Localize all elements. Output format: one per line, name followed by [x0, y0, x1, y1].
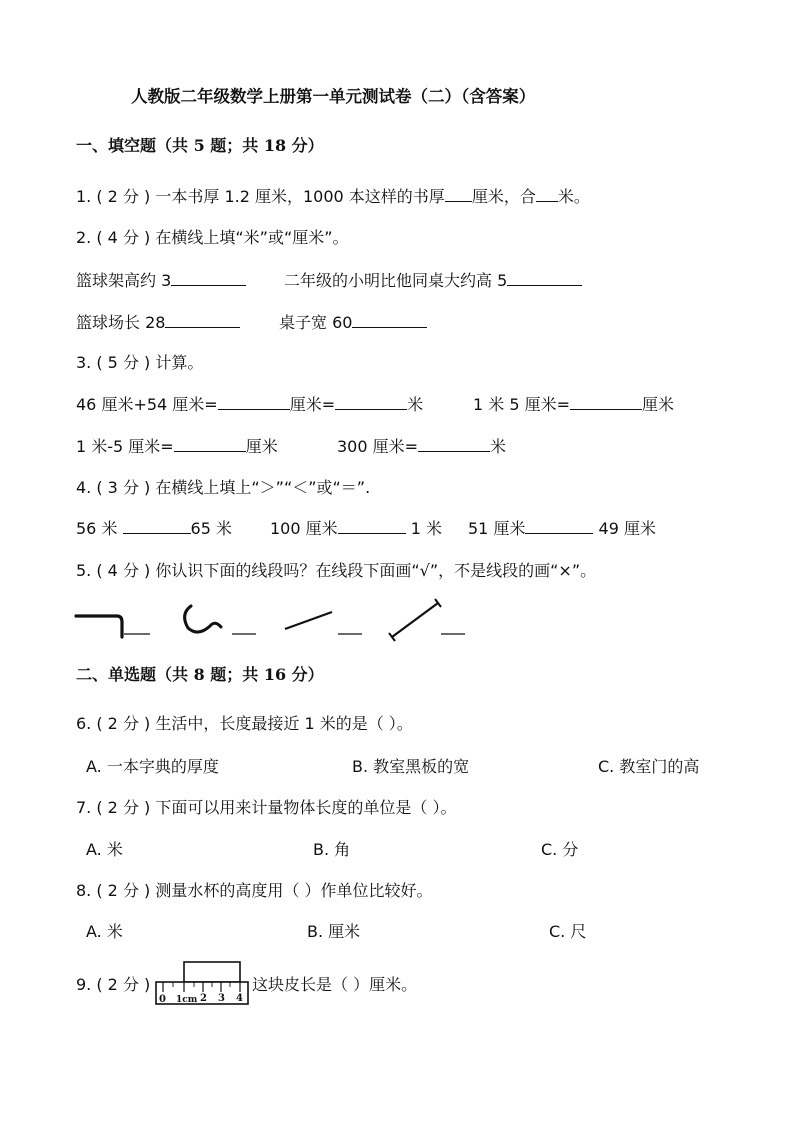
- answer-blank[interactable]: [445, 186, 472, 202]
- question-2-item-2-text: 二年级的小明比他同桌大约高 5: [284, 271, 508, 290]
- question-7-option-a[interactable]: A. 米: [86, 840, 123, 859]
- straight-line-figure: [285, 612, 332, 629]
- ruler-label: 1cm: [176, 995, 198, 1005]
- answer-blank[interactable]: [174, 436, 246, 452]
- question-5-head: 5. ( 4 分 ) 你认识下面的线段吗？在线段下面画“√”，不是线段的画“×”。: [76, 561, 597, 580]
- question-3-head: 3. ( 5 分 ) 计算。: [76, 353, 204, 372]
- question-6-option-a[interactable]: A. 一本字典的厚度: [86, 757, 219, 776]
- line-figures: [70, 596, 480, 646]
- answer-blank[interactable]: [218, 394, 290, 410]
- compare-text: 49 厘米: [598, 519, 656, 538]
- question-2-item-2: [284, 270, 582, 292]
- question-6-option-b[interactable]: B. 教室黑板的宽: [352, 757, 470, 776]
- question-1-text-a: 一本书厚 1.2 厘米，1000 本这样的书厚: [155, 187, 445, 206]
- question-1-head: 1. ( 2 分 ): [76, 187, 156, 206]
- question-7-option-b[interactable]: B. 角: [313, 840, 351, 859]
- answer-blank[interactable]: [352, 312, 427, 328]
- answer-blank[interactable]: [338, 518, 406, 534]
- question-2-item-3-text: 篮球场长 28: [76, 313, 166, 332]
- question-4-compare-1: [76, 518, 232, 540]
- question-3-expr-2: [473, 394, 674, 416]
- ruler-label: 2: [200, 993, 207, 1004]
- answer-blank[interactable]: [165, 312, 240, 328]
- answer-blank[interactable]: [570, 394, 642, 410]
- question-2-item-1-text: 篮球架高约 3: [76, 271, 172, 290]
- answer-blank[interactable]: [123, 518, 191, 534]
- ruler-label: 3: [218, 993, 225, 1004]
- question-7-head: 7. ( 2 分 ) 下面可以用来计量物体长度的单位是（ ）。: [76, 798, 457, 817]
- compare-text: 51 厘米: [468, 519, 526, 538]
- question-1-text-c: 米。: [557, 187, 590, 206]
- curve-figure: [185, 606, 221, 632]
- question-2-item-4: [279, 312, 427, 334]
- answer-blank[interactable]: [335, 394, 407, 410]
- compare-text: 1 米: [410, 519, 443, 538]
- expr-text: 1 米-5 厘米=: [76, 437, 174, 456]
- question-8-head: 8. ( 2 分 ) 测量水杯的高度用（ ）作单位比较好。: [76, 881, 433, 900]
- question-2-item-4-text: 桌子宽 60: [279, 313, 353, 332]
- answer-blank[interactable]: [171, 270, 246, 286]
- question-3-expr-3: [76, 436, 278, 458]
- question-2-item-3: [76, 312, 240, 334]
- expr-text: 米: [407, 395, 424, 414]
- ruler-figure: [154, 960, 250, 1006]
- section-heading-fill-blank: 一、填空题（共 5 题；共 18 分）: [76, 136, 324, 155]
- question-4-head: 4. ( 3 分 ) 在横线上填上“＞”“＜”或“＝”.: [76, 478, 371, 497]
- answer-blank[interactable]: [418, 436, 490, 452]
- ruler-label: 4: [236, 993, 243, 1004]
- question-1-text-b: 厘米，合: [471, 187, 536, 206]
- expr-text: 厘米: [245, 437, 278, 456]
- expr-text: 厘米: [642, 395, 675, 414]
- expr-text: 米: [490, 437, 507, 456]
- expr-text: 300 厘米=: [337, 437, 419, 456]
- ruler-label: 0: [159, 994, 166, 1005]
- question-8-option-c[interactable]: C. 尺: [549, 922, 587, 941]
- question-4-compare-2: [270, 518, 442, 540]
- expr-text: 厘米=: [289, 395, 336, 414]
- question-2-item-1: [76, 270, 246, 292]
- question-3-expr-4: [337, 436, 506, 458]
- answer-blank[interactable]: [507, 270, 582, 286]
- expr-text: 46 厘米+54 厘米=: [76, 395, 218, 414]
- question-8-option-b[interactable]: B. 厘米: [307, 922, 361, 941]
- question-2-head: 2. ( 4 分 ) 在横线上填“米”或“厘米”。: [76, 228, 349, 247]
- question-9-text: 这块皮长是（ ）厘米。: [252, 975, 418, 994]
- question-1: [76, 186, 590, 208]
- segment-figure: [392, 603, 438, 637]
- bent-line-figure: [76, 616, 122, 637]
- page-title: 人教版二年级数学上册第一单元测试卷（二）（含答案）: [131, 87, 536, 106]
- question-7-option-c[interactable]: C. 分: [541, 840, 579, 859]
- question-3-expr-1: [76, 394, 423, 416]
- question-6-option-c[interactable]: C. 教室门的高: [598, 757, 700, 776]
- compare-text: 56 米: [76, 519, 118, 538]
- section-heading-single-choice: 二、单选题（共 8 题；共 16 分）: [76, 665, 324, 684]
- compare-text: 65 米: [190, 519, 232, 538]
- answer-blank[interactable]: [525, 518, 593, 534]
- expr-text: 1 米 5 厘米=: [473, 395, 571, 414]
- compare-text: 100 厘米: [270, 519, 338, 538]
- question-8-option-a[interactable]: A. 米: [86, 922, 123, 941]
- answer-blank[interactable]: [536, 186, 558, 202]
- question-6-head: 6. ( 2 分 ) 生活中，长度最接近 1 米的是（ ）。: [76, 714, 413, 733]
- question-4-compare-3: [468, 518, 656, 540]
- leather-strip: [184, 962, 240, 982]
- question-9-head: 9. ( 2 分 ): [76, 975, 151, 994]
